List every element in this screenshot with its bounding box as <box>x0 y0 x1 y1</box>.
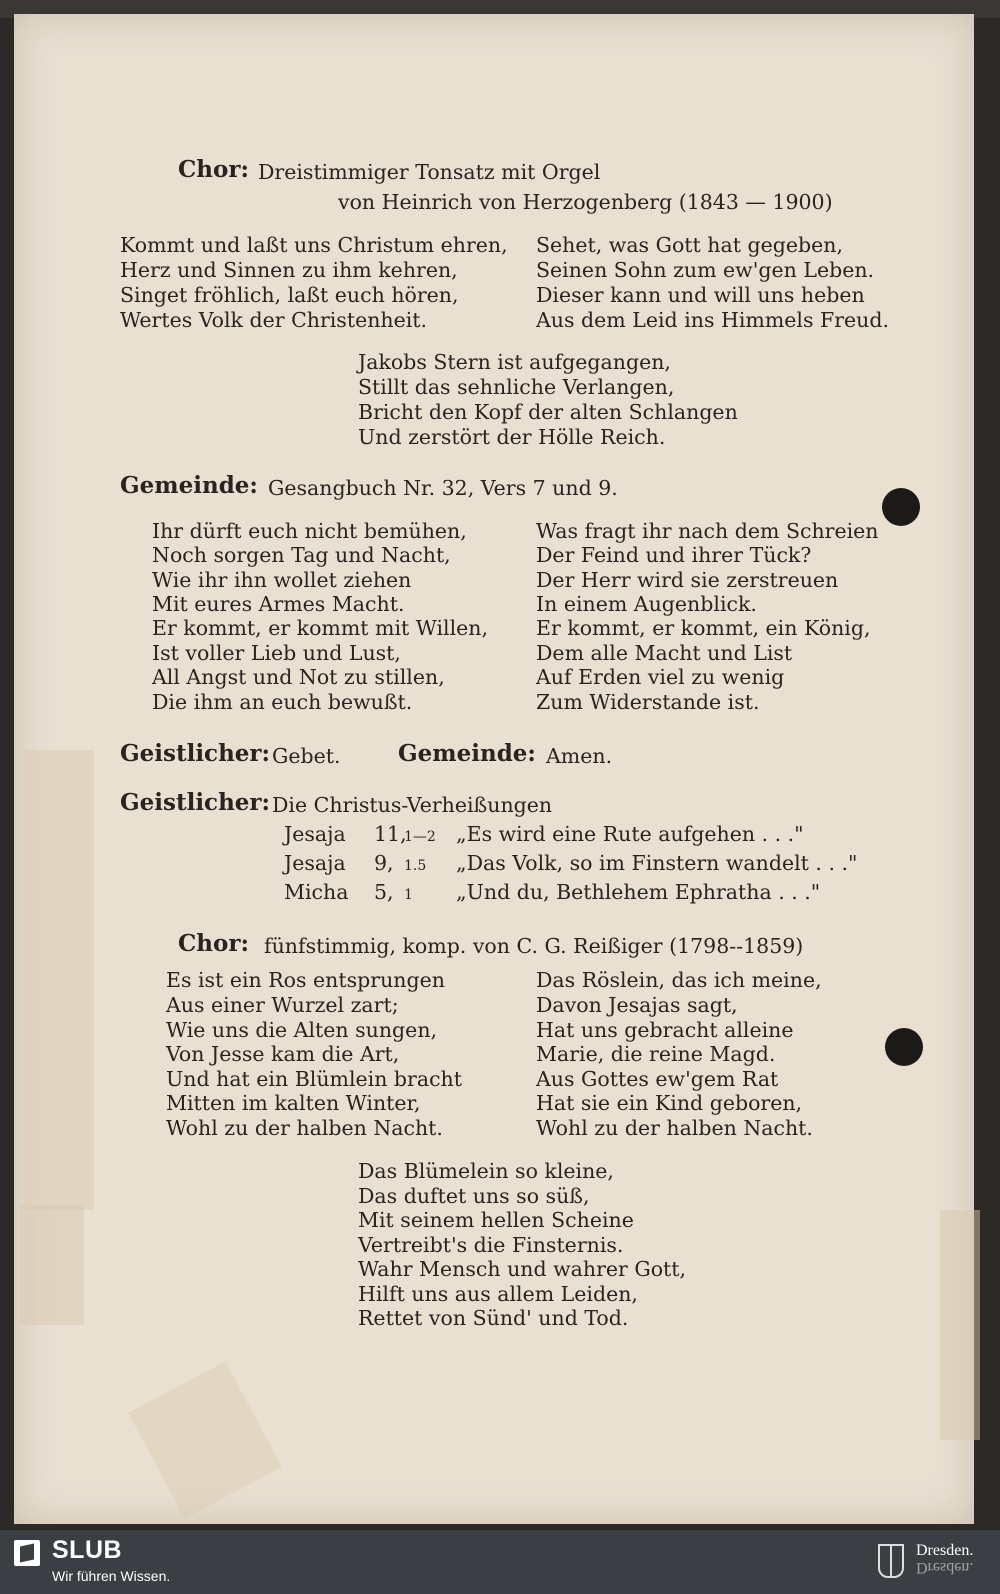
verse-line: Hilft uns aus allem Leiden, <box>358 1282 638 1306</box>
verse-line: Wertes Volk der Christenheit. <box>120 308 428 332</box>
scripture-verse: 1.5 <box>404 858 427 874</box>
scripture-quote: „Das Volk, so im Finstern wandelt . . ." <box>456 851 858 875</box>
verse-line: Der Feind und ihrer Tück? <box>536 543 812 567</box>
scripture-quote: „Es wird eine Rute aufgehen . . ." <box>456 822 804 846</box>
verse-line: All Angst und Not zu stillen, <box>152 665 445 689</box>
verse-line: Vertreibt's die Finsternis. <box>358 1233 624 1257</box>
dresden-logo-text[interactable]: Dresden. <box>916 1542 974 1559</box>
scripture-book: Jesaja <box>284 851 346 875</box>
section2-title: Gesangbuch Nr. 32, Vers 7 und 9. <box>268 476 618 500</box>
section4-title: Die Christus-Verheißungen <box>272 793 553 817</box>
verse-line: Kommt und laßt uns Christum ehren, <box>120 233 508 257</box>
verse-line: Es ist ein Ros entsprungen <box>166 968 445 992</box>
verse-line: Mit eures Armes Macht. <box>152 592 405 616</box>
verse-line: Dem alle Macht und List <box>536 641 793 665</box>
verse-line: Herz und Sinnen zu ihm kehren, <box>120 258 458 282</box>
verse-line: Die ihm an euch bewußt. <box>152 690 413 714</box>
scripture-book: Jesaja <box>284 822 346 846</box>
verse-line: Jakobs Stern ist aufgegangen, <box>358 350 671 374</box>
scripture-chapter: 9, <box>374 851 394 875</box>
verse-line: Wie uns die Alten sungen, <box>166 1018 438 1042</box>
verse-line: Das duftet uns so süß, <box>358 1184 590 1208</box>
scripture-chapter: 11, <box>374 822 407 846</box>
verse-line: Und hat ein Blümlein bracht <box>166 1067 462 1091</box>
footer-bar <box>0 1530 1000 1594</box>
verse-line: Mit seinem hellen Scheine <box>358 1208 634 1232</box>
slub-logo-icon[interactable] <box>14 1540 40 1566</box>
section4-label: Geistlicher: <box>120 789 271 816</box>
verse-line: Aus dem Leid ins Himmels Freud. <box>536 308 890 332</box>
verse-line: Bricht den Kopf der alten Schlangen <box>358 400 738 424</box>
verse-line: Wohl zu der halben Nacht. <box>166 1116 443 1140</box>
verse-line: Wie ihr ihn wollet ziehen <box>152 568 412 592</box>
verse-line: Von Jesse kam die Art, <box>166 1042 400 1066</box>
dresden-logo-reflection: Dresden. <box>916 1559 974 1576</box>
verse-line: Aus Gottes ew'gem Rat <box>536 1067 779 1091</box>
verse-line: Dieser kann und will uns heben <box>536 283 865 307</box>
verse-line: Hat sie ein Kind geboren, <box>536 1091 803 1115</box>
verse-line: Rettet von Sünd' und Tod. <box>358 1306 629 1330</box>
verse-line: Hat uns gebracht alleine <box>536 1018 794 1042</box>
slub-tagline: Wir führen Wissen. <box>52 1568 171 1584</box>
verse-line: Das Blümelein so kleine, <box>358 1159 614 1183</box>
scripture-verse: 1—2 <box>404 829 436 845</box>
section1-title: Dreistimmiger Tonsatz mit Orgel <box>258 160 601 184</box>
verse-line: Er kommt, er kommt, ein König, <box>536 616 871 640</box>
section1-composer: von Heinrich von Herzogenberg (1843 — 1900) <box>338 190 833 214</box>
section3-prayer: Gebet. <box>272 744 341 768</box>
verse-line: Mitten im kalten Winter, <box>166 1091 421 1115</box>
verse-line: Das Röslein, das ich meine, <box>536 968 822 992</box>
verse-line: Was fragt ihr nach dem Schreien <box>536 519 879 543</box>
verse-line: Ihr dürft euch nicht bemühen, <box>152 519 467 543</box>
verse-line: Wohl zu der halben Nacht. <box>536 1116 813 1140</box>
verse-line: Zum Widerstande ist. <box>536 690 760 714</box>
verse-line: Noch sorgen Tag und Nacht, <box>152 543 451 567</box>
verse-line: Seinen Sohn zum ew'gen Leben. <box>536 258 875 282</box>
section2-label: Gemeinde: <box>120 472 258 499</box>
verse-line: Sehet, was Gott hat gegeben, <box>536 233 843 257</box>
verse-line: Der Herr wird sie zerstreuen <box>536 568 839 592</box>
verse-line: Davon Jesajas sagt, <box>536 993 738 1017</box>
section1-label: Chor: <box>178 156 249 183</box>
verse-line: Auf Erden viel zu wenig <box>536 665 785 689</box>
verse-line: Aus einer Wurzel zart; <box>166 993 399 1017</box>
scripture-quote: „Und du, Bethlehem Ephratha . . ." <box>456 880 821 904</box>
section3-amen: Amen. <box>546 744 613 768</box>
slub-brand[interactable]: SLUB <box>52 1536 123 1564</box>
section5-title: fünfstimmig, komp. von C. G. Reißiger (1798--1859) <box>264 934 804 958</box>
verse-line: Ist voller Lieb und Lust, <box>152 641 401 665</box>
section5-label: Chor: <box>178 930 249 957</box>
verse-line: Wahr Mensch und wahrer Gott, <box>358 1257 687 1281</box>
scripture-verse: 1 <box>404 887 413 903</box>
verse-line: Er kommt, er kommt mit Willen, <box>152 616 489 640</box>
section3-label-pastor: Geistlicher: <box>120 740 271 767</box>
verse-line: In einem Augenblick. <box>536 592 757 616</box>
section3-label-congregation: Gemeinde: <box>398 740 536 767</box>
scripture-chapter: 5, <box>374 880 394 904</box>
verse-line: Stillt das sehnliche Verlangen, <box>358 375 675 399</box>
dresden-crest-icon <box>878 1544 904 1578</box>
verse-line: Und zerstört der Hölle Reich. <box>358 425 666 449</box>
scripture-book: Micha <box>284 880 349 904</box>
verse-line: Singet fröhlich, laßt euch hören, <box>120 283 459 307</box>
verse-line: Marie, die reine Magd. <box>536 1042 776 1066</box>
